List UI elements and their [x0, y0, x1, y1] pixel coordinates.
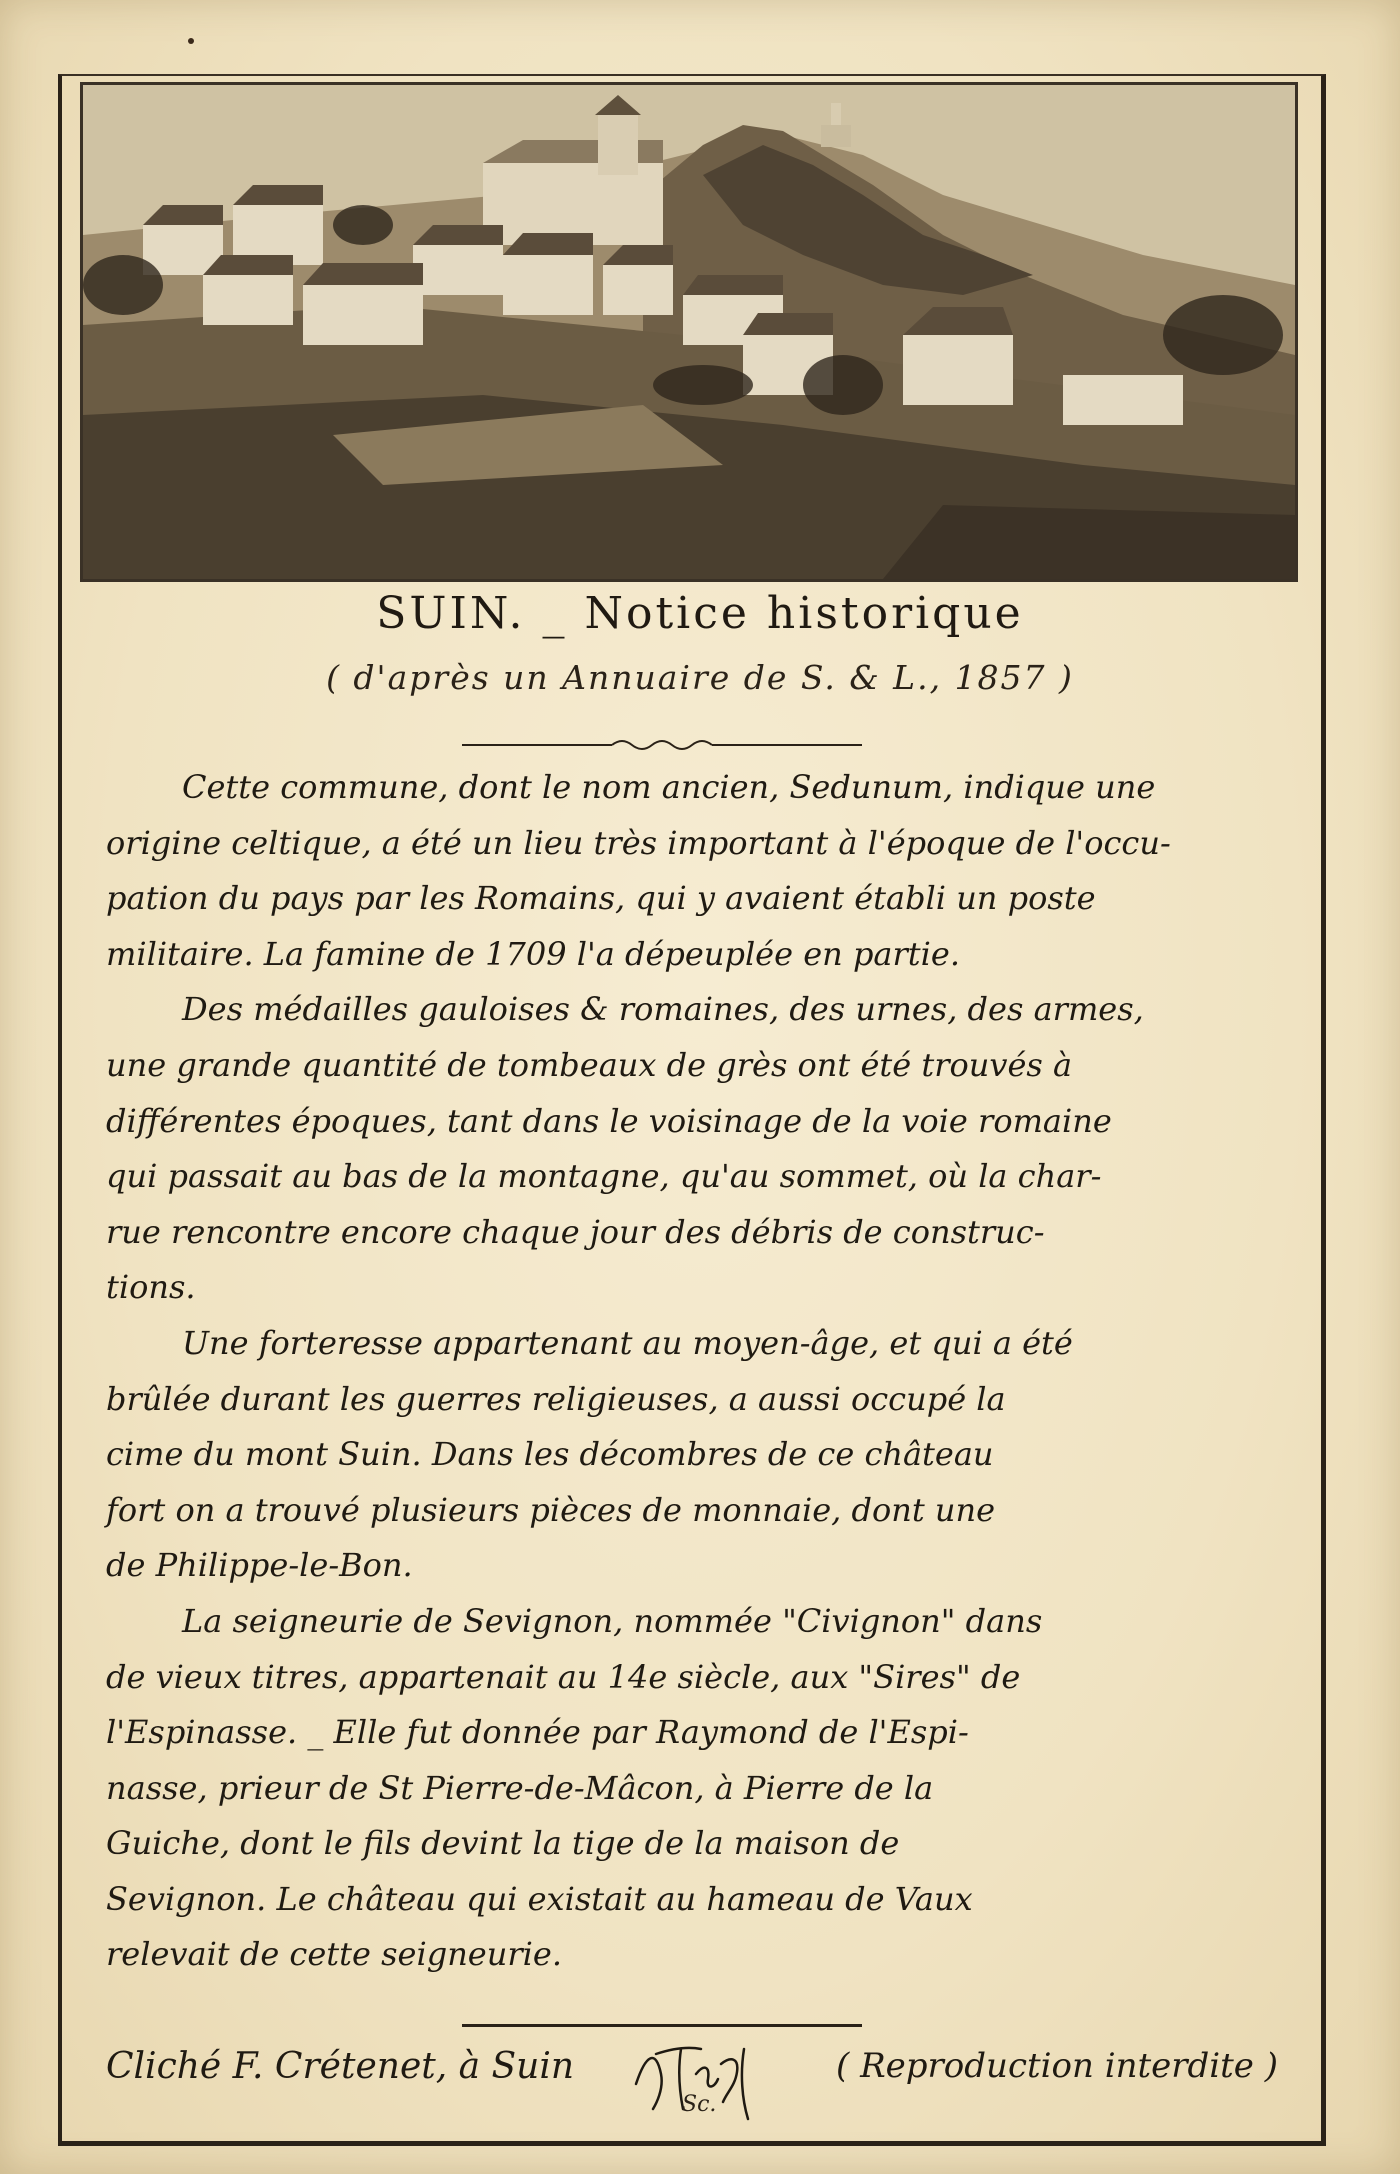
reproduction-notice: ( Reproduction interdite ) [836, 2046, 1278, 2086]
text-line: Des médailles gauloises & romaines, des urnes, des armes, [182, 990, 1144, 1029]
text-line: de vieux titres, appartenait au 14e siècle, aux "Sires" de [106, 1657, 1021, 1696]
text-line: brûlée durant les guerres religieuses, a aussi occupé la [106, 1379, 1006, 1418]
text-line: relevait de cette seigneurie. [106, 1935, 562, 1974]
paragraph-4 [106, 1594, 1276, 1983]
text-line: La seigneurie de Sevignon, nommée "Civignon" dans [182, 1601, 1043, 1640]
text-line: Une forteresse appartenant au moyen-âge, et qui a été [182, 1323, 1073, 1362]
village-photograph [80, 82, 1298, 582]
text-line: Sevignon. Le château qui existait au hameau de Vaux [106, 1879, 973, 1918]
historical-notice-text [106, 760, 1276, 1983]
bottom-divider [462, 2024, 862, 2027]
text-line: fort on a trouvé plusieurs pièces de monnaie, dont une [106, 1490, 996, 1529]
page-subtitle: ( d'après un Annuaire de S. & L., 1857 ) [326, 658, 1074, 697]
text-line: qui passait au bas de la montagne, qu'au sommet, où la char- [106, 1157, 1102, 1196]
text-line: militaire. La famine de 1709 l'a dépeuplée en partie. [106, 934, 960, 973]
text-line: nasse, prieur de St Pierre-de-Mâcon, à Pierre de la [106, 1768, 934, 1807]
ornamental-divider [462, 738, 862, 752]
text-line: tions. [106, 1268, 196, 1307]
text-line: pation du pays par les Romains, qui y avaient établi un poste [106, 879, 1096, 918]
paragraph-2 [106, 982, 1276, 1316]
text-line: rue rencontre encore chaque jour des débris de construc- [106, 1212, 1045, 1251]
text-line: de Philippe-le-Bon. [106, 1546, 413, 1585]
ink-speck [188, 38, 194, 44]
text-line: différentes époques, tant dans le voisinage de la voie romaine [106, 1101, 1112, 1140]
text-line: cime du mont Suin. Dans les décombres de ce château [106, 1435, 994, 1474]
paragraph-1 [106, 760, 1276, 982]
engraver-sc-mark: Sc. [682, 2092, 717, 2117]
text-line: Cette commune, dont le nom ancien, Sedunum, indique une [182, 768, 1156, 806]
photo-credit: Cliché F. Crétenet, à Suin [106, 2046, 575, 2087]
village-landscape-illustration [83, 85, 1295, 579]
page-title: SUIN. _ Notice historique [376, 588, 1024, 639]
text-line: l'Espinasse. _ Elle fut donnée par Raymond de l'Espi- [106, 1713, 969, 1752]
text-line: Guiche, dont le fils devint la tige de la maison de [106, 1824, 900, 1863]
paragraph-3 [106, 1316, 1276, 1594]
text-line: une grande quantité de tombeaux de grès ont été trouvés à [106, 1045, 1073, 1084]
text-line: origine celtique, a été un lieu très important à l'époque de l'occu- [106, 823, 1171, 862]
